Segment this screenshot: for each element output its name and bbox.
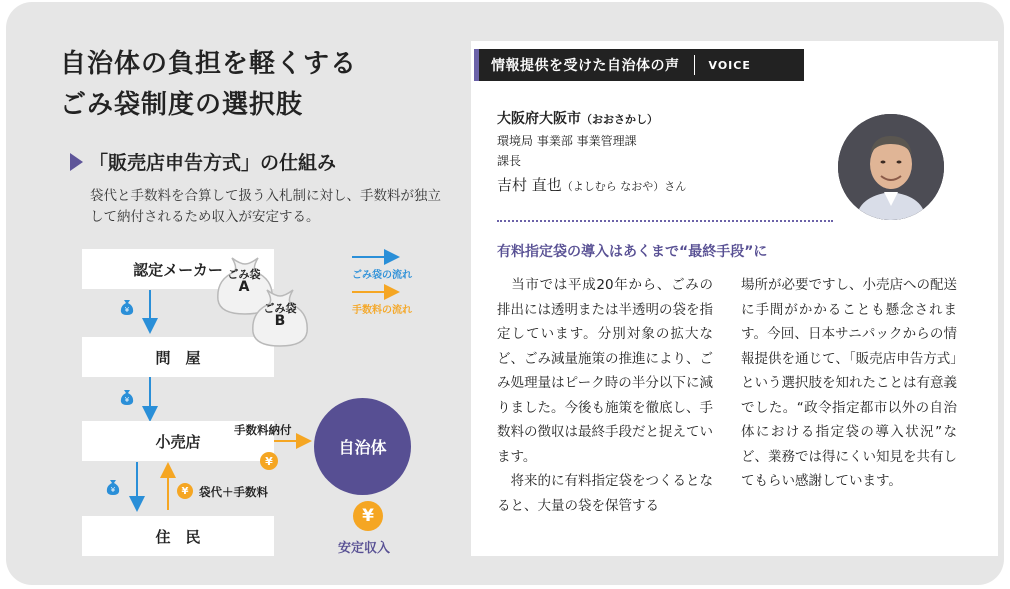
svg-text:¥: ¥: [124, 306, 130, 314]
org-name: 大阪府大阪市: [497, 111, 581, 127]
title-line-2: ごみ袋制度の選択肢: [60, 90, 304, 120]
yen-coin-icon: ¥: [177, 483, 193, 499]
bag-b-label: [258, 302, 302, 328]
voice-header-en: VOICE: [708, 58, 751, 72]
portrait-photo: [838, 114, 944, 220]
voice-headline: 有料指定袋の導入はあくまで“最終手段”に: [497, 244, 768, 260]
portrait-image: [838, 114, 944, 220]
bag-plus-fee-label: 袋代＋手数料: [199, 485, 268, 499]
voice-separator: [694, 55, 695, 75]
person-name: [497, 174, 686, 195]
legend-blue-label: ごみ袋の流れ: [352, 270, 412, 281]
dept-line-1: 環境局 事業部 事業管理課: [497, 134, 637, 148]
subheading-text: 「販売店申告方式」の仕組み: [89, 152, 337, 174]
body-column-2: [741, 273, 957, 494]
bag-a-letter: A: [238, 279, 250, 295]
person-kana: （よしむら なおや）さん: [561, 180, 687, 193]
bag-b-text: ごみ袋: [263, 302, 297, 315]
svg-text:¥: ¥: [124, 396, 130, 404]
dotted-divider: [497, 220, 833, 222]
money-bag-icon: [104, 478, 122, 496]
yen-coin-icon: ¥: [260, 452, 278, 470]
box-wholesaler: 問 屋: [82, 337, 274, 377]
title-line-1: 自治体の負担を軽くする: [60, 49, 358, 79]
person-name-text: 吉村 直也: [497, 176, 562, 194]
stable-income-label: 安定収入: [338, 541, 391, 556]
description: 袋代と手数料を合算して扱う入札制に対し、手数料が独立して納付されるため収入が安定する。: [90, 188, 441, 225]
box-resident: 住 民: [82, 516, 274, 556]
bag-a-text: ごみ袋: [227, 268, 261, 281]
svg-text:¥: ¥: [110, 486, 116, 494]
municipality-circle: 自治体: [314, 398, 411, 495]
body-paragraph-2: 将来的に有料指定袋をつくるとなると、大量の袋を保管する: [497, 473, 713, 514]
box-retailer: 小売店: [82, 421, 274, 461]
dept-line-2: 課長: [497, 154, 522, 168]
org-kana: （おおさかし）: [581, 113, 658, 126]
box-certified-maker: 認定メーカー: [82, 249, 274, 289]
fee-payment-label: 手数料納付: [234, 423, 292, 437]
department: [497, 131, 637, 171]
voice-header-title: 情報提供を受けた自治体の声: [491, 58, 680, 74]
body-column-1: [497, 273, 713, 518]
yen-coin-icon: ¥: [353, 501, 383, 531]
body-paragraph-3: 場所が必要ですし、小売店への配送に手間がかかることも懸念されます。今回、日本サニパックからの情報提供を通じて、「販売店申告方式」という選択肢を知れたことは有意義でした。“政令指定都市以外の自治体における指定袋の導入状況”など、業務では得にくい知見を共有してもらい感謝しています。: [741, 277, 957, 489]
legend-orange-label: 手数料の流れ: [352, 305, 412, 316]
organization: [497, 108, 658, 128]
body-paragraph-1: 当市では平成20年から、ごみの排出には透明または半透明の袋を指定しています。分別対象の拡大など、ごみ減量施策の推進により、ごみ処理量はピーク時の半分以下に減りました。今後も施策を徹底し、手数料の徴収は最終手段だと捉えています。: [497, 277, 713, 465]
money-bag-icon: [118, 388, 136, 406]
bag-b-letter: B: [274, 313, 286, 329]
money-bag-icon: [118, 298, 136, 316]
voice-accent-bar: [474, 49, 479, 81]
voice-header: [474, 49, 804, 81]
